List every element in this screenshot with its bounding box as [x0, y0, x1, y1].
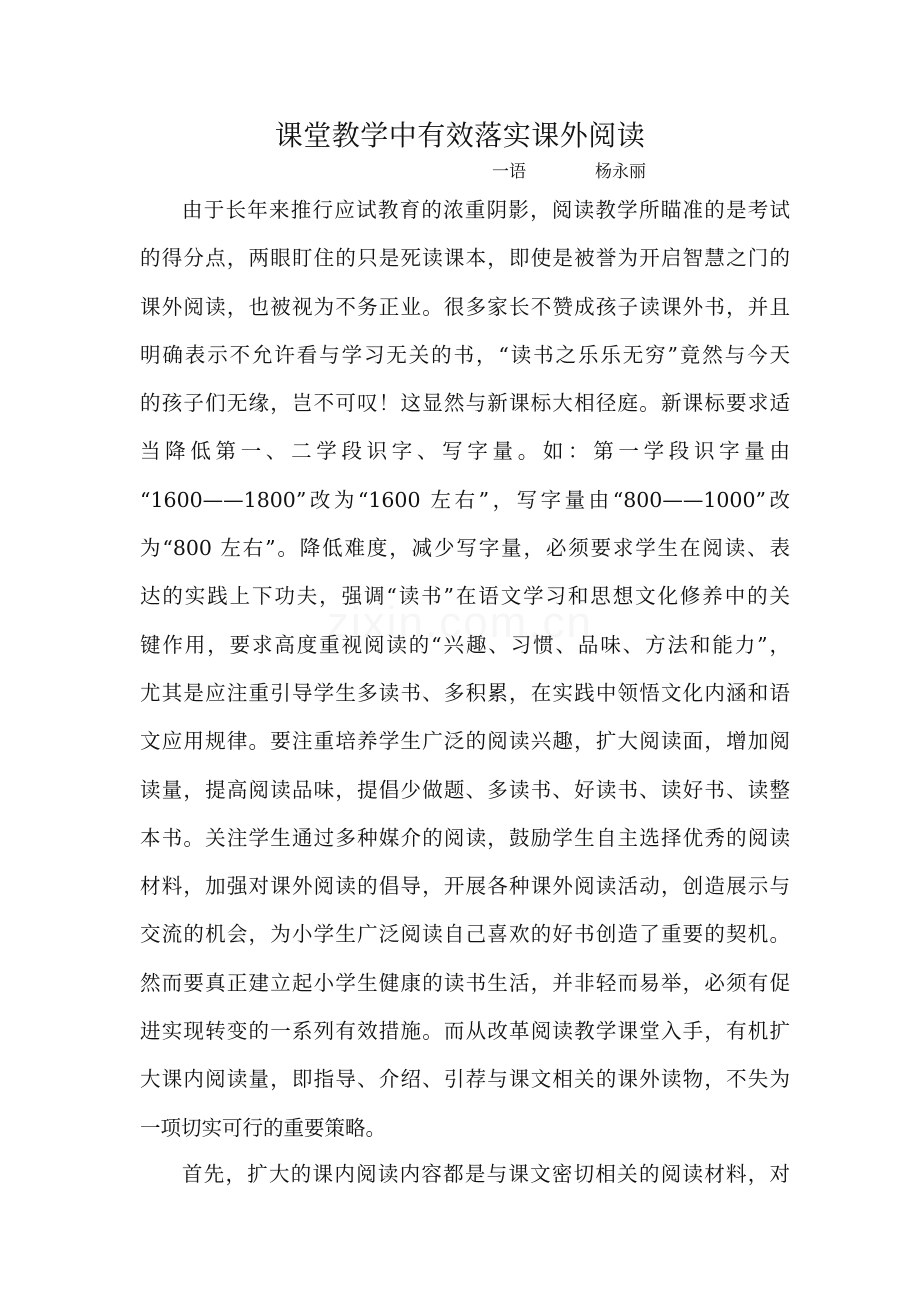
author-name: 杨永丽 [595, 162, 646, 182]
text-line: “1600——1800”改为“1600 左右”，写字量由“800——1000”改 [140, 487, 790, 512]
text-line: 首先，扩大的课内阅读内容都是与课文密切相关的阅读材料，对 [182, 1162, 790, 1186]
text-line: 然而要真正建立起小学生健康的读书生活，并非轻而易举，必须有促 [140, 970, 790, 995]
text-line: 达的实践上下功夫，强调“读书”在语文学习和思想文化修养中的关 [140, 584, 790, 609]
department-label: 一语 [492, 162, 526, 182]
text-line: 读量，提高阅读品味，提倡少做题、多读书、好读书、读好书、读整 [140, 777, 790, 802]
text-line: 的得分点，两眼盯住的只是死读课本，即使是被誉为开启智慧之门的 [140, 246, 790, 271]
text-line: 材料，加强对课外阅读的倡导，开展各种课外阅读活动，创造展示与 [140, 874, 790, 899]
paragraph-1 [140, 186, 790, 1152]
text-line: 进实现转变的一系列有效措施。而从改革阅读教学课堂入手，有机扩 [140, 1019, 790, 1044]
text-line: 本书。关注学生通过多种媒介的阅读，鼓励学生自主选择优秀的阅读 [140, 825, 790, 850]
text-line: 的孩子们无缘，岂不可叹！这显然与新课标大相径庭。新课标要求适 [140, 391, 790, 416]
document-title: 课堂教学中有效落实课外阅读 [274, 119, 646, 152]
text-line: 为“800 左右”。降低难度，减少写字量，必须要求学生在阅读、表 [140, 536, 790, 561]
text-line: 交流的机会，为小学生广泛阅读自己喜欢的好书创造了重要的契机。 [140, 922, 790, 947]
watermark: zixin.com.cn [326, 598, 594, 647]
text-line: 一项切实可行的重要策略。 [140, 1115, 386, 1140]
text-line: 大课内阅读量，即指导、介绍、引荐与课文相关的课外读物，不失为 [140, 1067, 790, 1092]
text-line: 文应用规律。要注重培养学生广泛的阅读兴趣，扩大阅读面，增加阅 [140, 729, 790, 754]
text-line: 尤其是应注重引导学生多读书、多积累，在实践中领悟文化内涵和语 [140, 680, 790, 705]
text-line: 课外阅读，也被视为不务正业。很多家长不赞成孩子读课外书，并且 [140, 294, 790, 319]
text-line: 由于长年来推行应试教育的浓重阴影，阅读教学所瞄准的是考试 [182, 198, 790, 222]
paragraph-2 [140, 1150, 790, 1198]
text-line: 明确表示不允许看与学习无关的书，“读书之乐乐无穷”竟然与今天 [140, 342, 790, 367]
text-line: 当降低第一、二学段识字、写字量。如：第一学段识字量由 [140, 439, 790, 464]
text-line: 键作用，要求高度重视阅读的“兴趣、习惯、品味、方法和能力”， [140, 632, 790, 657]
byline [0, 160, 920, 184]
